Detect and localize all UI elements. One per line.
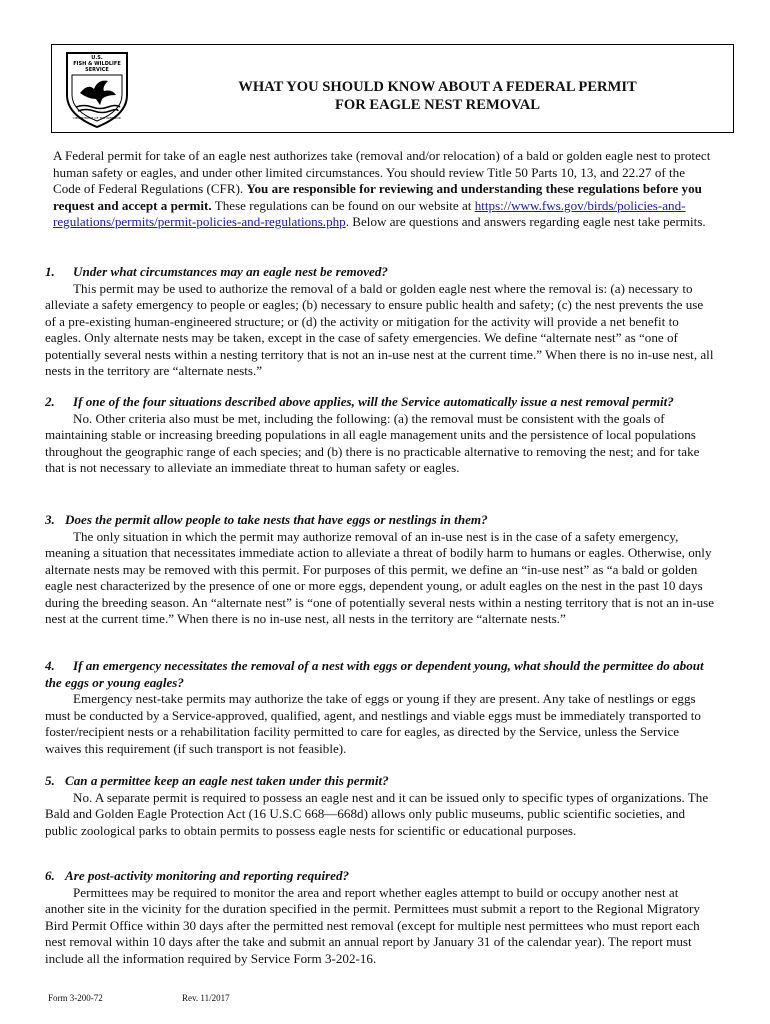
question-text: Does the permit allow people to take nests that have eggs or nestlings in them? (65, 512, 488, 527)
answer-4: Emergency nest-take permits may authorize the take of eggs or young if they are present. Any take of nestlings or eggs must be conducted by a Service-approved, qualified, agent, and nestlings and viable eggs must be immediately transported to foster/recipient nests or a rehabilitation facility permitted to care for eagles, as directed by the Service, unless the Service waives this requirement (if such transport is not feasible). (45, 691, 701, 756)
question-number: 4. (45, 658, 55, 673)
intro-bold-text: You are responsible for reviewing and understanding these regulations before you request and accept a permit. (53, 181, 702, 213)
form-number: Form 3-200-72 (48, 993, 103, 1003)
answer-text: s permit may be used to authorize the removal of a bald or golden eagle nest where the removal is: (a) necessary to alleviate a safety emergency to people or eagles; (b) necessary to ensure public health and safety; (c) the nest prevents the use of a pre-existing human-engineered structure; or (d) the activity or mitigation for the activity will provide a net benefit to eagles. Only alternate nests may be taken, except in the case of safety emergencies. We define “alternate nest” as “one of potentially several nests within a nesting territory that is not an in-use nest at the current time.” When there is no in-use nest, all nests in the territory are “alternate nests.” (45, 280, 714, 378)
answer-highlight: i (87, 280, 92, 296)
question-text: Can a permittee keep an eagle nest taken under this permit? (65, 773, 389, 788)
qa-section-4 (45, 658, 717, 757)
answer-5: No. A separate permit is required to possess an eagle nest and it can be issued only to specific types of organizations. The Bald and Golden Eagle Protection Act (16 U.S.C 668—668d) allows only public museums, public scientific societies, and public zoological parks to obtain permits to possess eagle nests for scientific or educational purposes. (45, 789, 709, 838)
question-number: 6. (45, 868, 55, 883)
intro-text: A Federal permit for take of an eagle nest authorizes take (removal and/or relocation) of a bald or golden eagle nest to protect human safety or eagles, and under other limited circumstances. You should review Title 50 Parts 10, 13, and 22.27 of the Code of Federal Regulations (CFR). (53, 148, 711, 196)
logo-text-line2: FISH & WILDLIFE (73, 61, 121, 67)
answer-1 (45, 281, 717, 380)
question-2 (45, 394, 717, 411)
question-text: Are post-activity monitoring and reporting required? (65, 868, 350, 883)
revision-date: Rev. 11/2017 (182, 993, 230, 1003)
question-3 (45, 512, 717, 529)
question-number: 3. (45, 512, 55, 527)
qa-section-1 (45, 264, 717, 380)
answer-lead: Th (73, 280, 88, 296)
qa-section-5 (45, 773, 717, 839)
intro-paragraph (53, 148, 713, 231)
logo-bottom-text: DEPARTMENT OF THE INTERIOR (73, 116, 121, 120)
intro-text-2: These regulations can be found on our website at (211, 197, 475, 213)
logo-text-line1: U.S. (91, 55, 103, 61)
qa-section-2 (45, 394, 717, 477)
answer-3: The only situation in which the permit may authorize removal of an in-use nest is in the case of a safety emergency, meaning a situation that necessitates immediate action to alleviate a threat of bodily harm to humans or eagles. Otherwise, only alternate nests may be removed with this permit. For purposes of this permit, we define an “in-use nest” as “a bald or golden eagle nest characterized by the presence of one or more eggs, dependent young, or adult eagles on the nest in the past 10 days during the breeding season. An “alternate nest” is “one of potentially several nests within a nesting territory that is not an in-use nest at the current time.” When there is no in-use nest, all nests in the territory are “alternate nests.” (45, 528, 715, 626)
question-6 (45, 868, 717, 885)
regulations-link[interactable]: https://www.fws.gov/birds/policies-and-regulations/permits/permit-policies-and-regulations.php (53, 197, 686, 229)
header-box (51, 44, 734, 133)
question-text: Under what circumstances may an eagle nest be removed? (73, 264, 388, 279)
question-text: If an emergency necessitates the removal of a nest with eggs or dependent young, what should the permittee do about the eggs or young eagles? (45, 658, 704, 690)
question-1 (45, 264, 717, 281)
answer-2: No. Other criteria also must be met, including the following: (a) the removal must be consistent with the goals of maintaining stable or increasing breeding populations in all eagle management units and the persistence of local populations throughout the geographic range of each species; and (b) there is no practicable alternative to removing the nest; and for take that is not necessary to alleviate an immediate threat to human safety or eagles. (45, 410, 700, 475)
question-5 (45, 773, 717, 790)
intro-text-3: . Below are questions and answers regarding eagle nest take permits. (345, 214, 706, 229)
answer-6: Permittees may be required to monitor the area and report whether eagles attempt to build or occupy another nest at another site in the vicinity for the duration specified in the permit. Permittees must submit a report to the Regional Migratory Bird Permit Office within 30 days after the permitted nest removal (except for multiple nest permittees who must report each nest removal within 10 days after the take and submit an annual report by January 31 of the calendar year). The report must include all the information required by Service Form 3-202-16. (45, 884, 700, 966)
question-number: 5. (45, 773, 55, 788)
fws-logo (64, 49, 130, 129)
question-number: 1. (45, 264, 55, 279)
logo-text-line3: SERVICE (85, 67, 109, 73)
qa-section-3 (45, 512, 717, 628)
question-text: If one of the four situations described above applies, will the Service automatically issue a nest removal permit? (73, 394, 674, 409)
question-number: 2. (45, 394, 55, 409)
page-title (152, 78, 723, 114)
title-line-1: WHAT YOU SHOULD KNOW ABOUT A FEDERAL PERMIT (238, 79, 637, 95)
question-4 (45, 658, 717, 691)
qa-section-6 (45, 868, 717, 967)
title-line-2: FOR EAGLE NEST REMOVAL (334, 97, 541, 113)
